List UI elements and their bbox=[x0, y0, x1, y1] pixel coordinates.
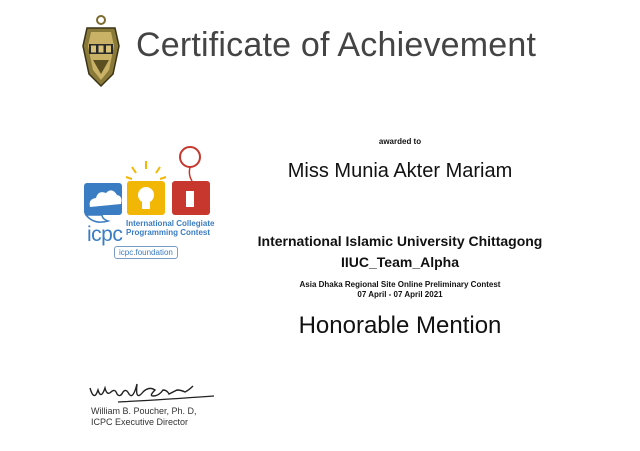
icpc-subtitle: International Collegiate Programming Contest bbox=[126, 219, 215, 237]
recipient-name: Miss Munia Akter Mariam bbox=[287, 160, 513, 182]
certificate-title: Certificate of Achievement bbox=[136, 26, 537, 64]
honor-title: Honorable Mention bbox=[298, 312, 502, 339]
signer-block bbox=[91, 406, 197, 428]
signer-role: ICPC Executive Director bbox=[91, 417, 189, 427]
signature-icon bbox=[88, 378, 218, 408]
university-name: International Islamic University Chittagong bbox=[257, 233, 543, 249]
contest-date: 07 April - 07 April 2021 bbox=[357, 290, 443, 299]
icpc-seal-icon bbox=[79, 14, 123, 88]
icpc-wordmark: icpc bbox=[87, 223, 123, 246]
signer-name: William B. Poucher, Ph. D, bbox=[91, 406, 197, 416]
contest-name: Asia Dhaka Regional Site Online Preliminary Contest bbox=[299, 280, 501, 289]
icpc-foundation-badge: icpc.foundation bbox=[114, 246, 178, 259]
team-name: IIUC_Team_Alpha bbox=[341, 254, 459, 270]
awarded-to-label: awarded to bbox=[378, 137, 422, 146]
